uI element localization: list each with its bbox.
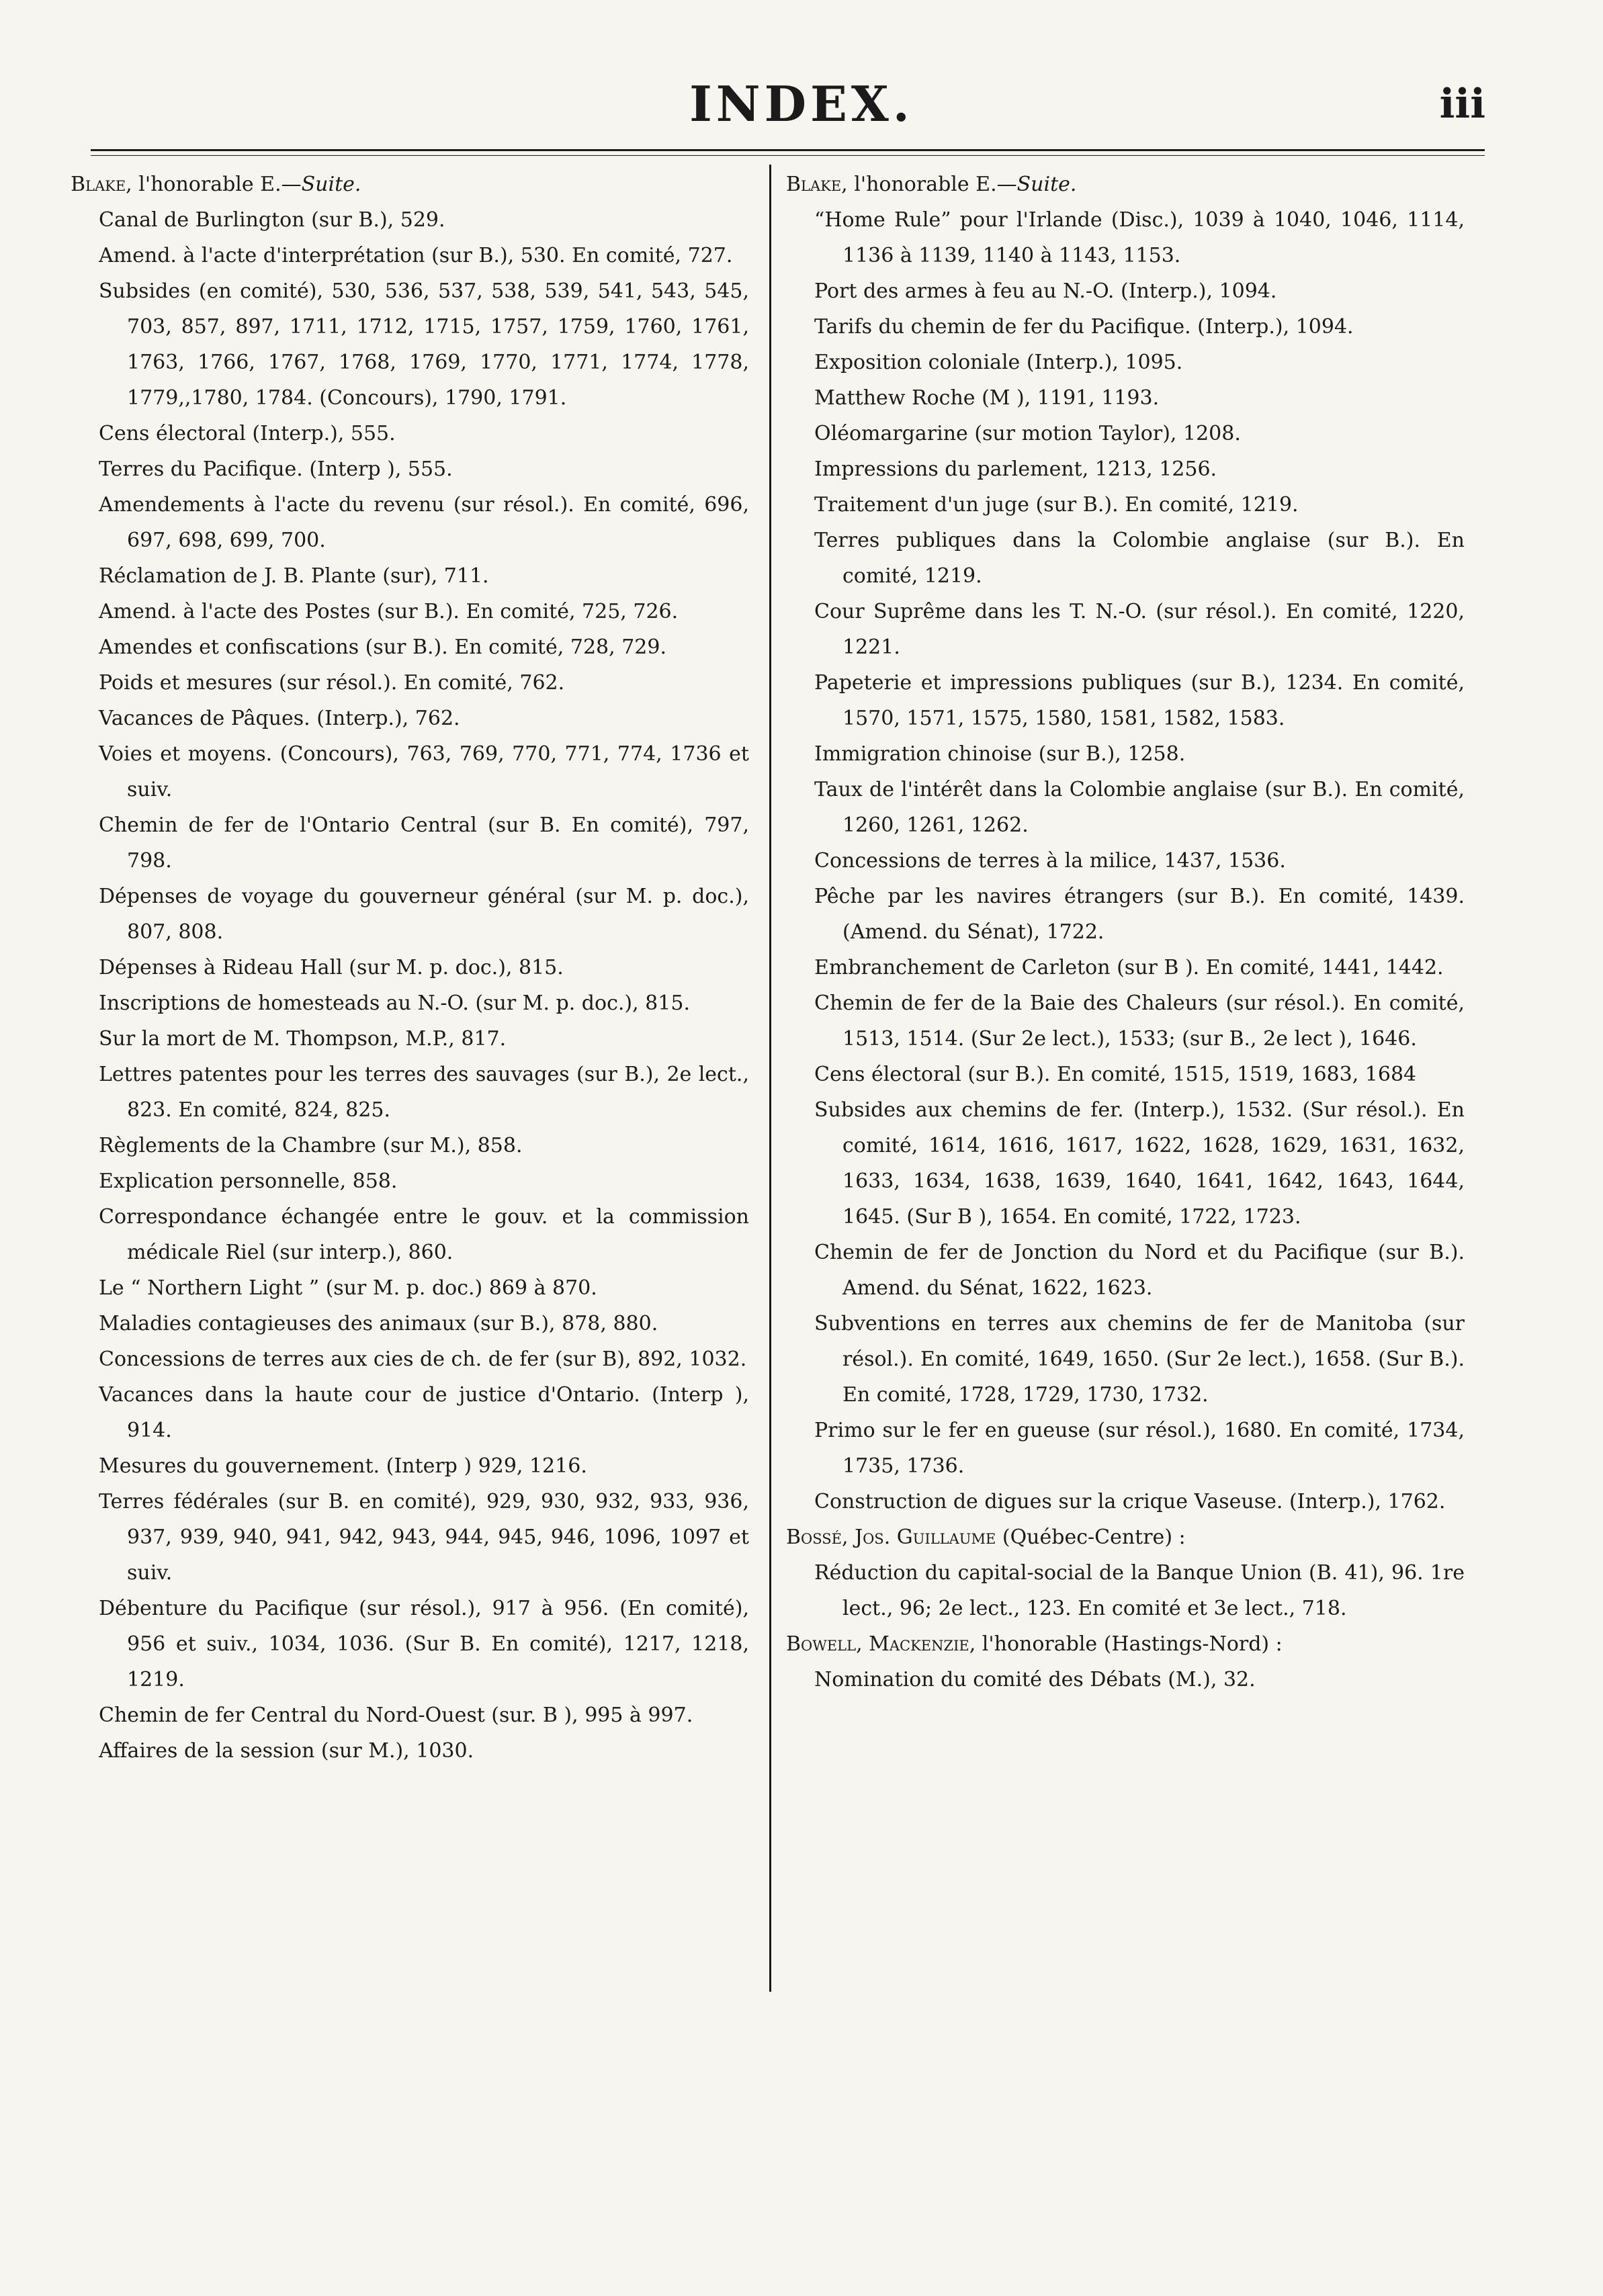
index-entry: Chemin de fer de l'Ontario Central (sur B. En comité), 797, 798. [99, 813, 749, 873]
index-entry: Le “ Northern Light ” (sur M. p. doc.) 869 à 870. [99, 1276, 597, 1300]
index-entry: “Home Rule” pour l'Irlande (Disc.), 1039 à 1040, 1046, 1114, 1136 à 1139, 1140 à 1143, 1153. [814, 208, 1465, 267]
index-entry: Subventions en terres aux chemins de fer de Manitoba (sur résol.). En comité, 1649, 1650. (Sur 2e lect.), 1658. (Sur B.). En comité, 1728, 1729, 1730, 1732. [814, 1312, 1465, 1407]
index-entries [786, 202, 1465, 1519]
index-entry: Papeterie et impressions publiques (sur B.), 1234. En comité, 1570, 1571, 1575, 1580, 1581, 1582, 1583. [814, 671, 1465, 730]
index-entry: Chemin de fer de Jonction du Nord et du Pacifique (sur B.). Amend. du Sénat, 1622, 1623. [814, 1241, 1465, 1300]
index-entry: Pêche par les navires étrangers (sur B.). En comité, 1439. (Amend. du Sénat), 1722. [814, 885, 1465, 944]
index-entry: Traitement d'un juge (sur B.). En comité, 1219. [814, 493, 1299, 517]
index-entry: Chemin de fer de la Baie des Chaleurs (sur résol.). En comité, 1513, 1514. (Sur 2e lect.), 1533; (sur B., 2e lect ), 1646. [814, 991, 1465, 1051]
index-entry: Affaires de la session (sur M.), 1030. [99, 1739, 474, 1763]
index-entry: Tarifs du chemin de fer du Pacifique. (Interp.), 1094. [814, 315, 1354, 339]
index-entry: Cens électoral (Interp.), 555. [99, 422, 396, 445]
index-entry: Vacances dans la haute cour de justice d'Ontario. (Interp ), 914. [99, 1383, 749, 1442]
index-entry: Vacances de Pâques. (Interp.), 762. [99, 707, 460, 730]
index-entry: Impressions du parlement, 1213, 1256. [814, 457, 1217, 481]
index-entry: Amendements à l'acte du revenu (sur résol.). En comité, 696, 697, 698, 699, 700. [99, 493, 749, 552]
index-entry: Cens électoral (sur B.). En comité, 1515, 1519, 1683, 1684 [814, 1063, 1417, 1086]
index-entry: Voies et moyens. (Concours), 763, 769, 770, 771, 774, 1736 et suiv. [99, 742, 749, 801]
index-entry: Mesures du gouvernement. (Interp ) 929, 1216. [99, 1454, 587, 1478]
index-entry: Réduction du capital-social de la Banque Union (B. 41), 96. 1re lect., 96; 2e lect., 123. En comité et 3e lect., 718. [814, 1561, 1465, 1620]
index-entry: Dépenses de voyage du gouverneur général (sur M. p. doc.), 807, 808. [99, 885, 749, 944]
page-number: iii [1439, 81, 1485, 128]
index-entry: Explication personnelle, 858. [99, 1169, 398, 1193]
index-entry: Exposition coloniale (Interp.), 1095. [814, 351, 1183, 374]
index-entry: Terres du Pacifique. (Interp ), 555. [99, 457, 453, 481]
page-title: INDEX. [689, 75, 914, 132]
index-entry: Subsides (en comité), 530, 536, 537, 538, 539, 541, 543, 545, 703, 857, 897, 1711, 1712, 1715, 1757, 1759, 1760, 1761, 1763, 1766, 1767, 1768, 1769, 1770, 1771, 1774, 1778, 1779,,1780, 1784. (Concours), 1790, 1791. [99, 279, 749, 410]
index-entry: Amend. à l'acte d'interprétation (sur B.), 530. En comité, 727. [99, 244, 733, 267]
index-entry: Subsides aux chemins de fer. (Interp.), 1532. (Sur résol.). En comité, 1614, 1616, 1617, 1622, 1628, 1629, 1631, 1632, 1633, 1634, 1638, 1639, 1640, 1641, 1642, 1643, 1644, 1645. (Sur B ), 1654. En comité, 1722, 1723. [814, 1098, 1465, 1229]
index-entry: Chemin de fer Central du Nord-Ouest (sur. B ), 995 à 997. [99, 1704, 693, 1727]
index-entry: Cour Suprême dans les T. N.-O. (sur résol.). En comité, 1220, 1221. [814, 600, 1465, 659]
index-entry: Sur la mort de M. Thompson, M.P., 817. [99, 1027, 507, 1051]
index-entry: Nomination du comité des Débats (M.), 32. [814, 1668, 1256, 1691]
index-entry: Règlements de la Chambre (sur M.), 858. [99, 1134, 523, 1157]
index-entries [786, 1662, 1465, 1697]
index-entry: Débenture du Pacifique (sur résol.), 917 à 956. (En comité), 956 et suiv., 1034, 1036. (Sur B. En comité), 1217, 1218, 1219. [99, 1597, 749, 1691]
left-column [71, 167, 749, 1769]
index-entry: Dépenses à Rideau Hall (sur M. p. doc.), 815. [99, 956, 564, 979]
index-entry: Poids et mesures (sur résol.). En comité, 762. [99, 671, 565, 695]
index-entry: Amendes et confiscations (sur B.). En comité, 728, 729. [99, 635, 666, 659]
index-entry: Inscriptions de homesteads au N.-O. (sur M. p. doc.), 815. [99, 991, 690, 1015]
index-entry: Concessions de terres aux cies de ch. de fer (sur B), 892, 1032. [99, 1348, 747, 1371]
index-entry: Réclamation de J. B. Plante (sur), 711. [99, 564, 489, 588]
index-entry: Primo sur le fer en gueuse (sur résol.), 1680. En comité, 1734, 1735, 1736. [814, 1419, 1465, 1478]
index-entries [786, 1555, 1465, 1626]
index-entry: Immigration chinoise (sur B.), 1258. [814, 742, 1186, 766]
column-divider [769, 165, 771, 1992]
index-entry: Construction de digues sur la crique Vaseuse. (Interp.), 1762. [814, 1490, 1446, 1513]
index-entry: Correspondance échangée entre le gouv. et la commission médicale Riel (sur interp.), 860. [99, 1205, 749, 1264]
index-entry: Concessions de terres à la milice, 1437, 1536. [814, 849, 1286, 873]
index-entry: Matthew Roche (M ), 1191, 1193. [814, 386, 1160, 410]
index-heading: Blake, l'honorable E.—Suite. [786, 173, 1077, 196]
index-entry: Terres fédérales (sur B. en comité), 929, 930, 932, 933, 936, 937, 939, 940, 941, 942, 943, 944, 945, 946, 1096, 1097 et suiv. [99, 1490, 749, 1585]
index-heading: Bossé, Jos. Guillaume (Québec-Centre) : [786, 1526, 1186, 1549]
index-entry: Port des armes à feu au N.-O. (Interp.), 1094. [814, 279, 1277, 303]
index-entry: Embranchement de Carleton (sur B ). En comité, 1441, 1442. [814, 956, 1444, 979]
index-entry: Canal de Burlington (sur B.), 529. [99, 208, 445, 232]
index-entry: Taux de l'intérêt dans la Colombie anglaise (sur B.). En comité, 1260, 1261, 1262. [814, 778, 1465, 837]
index-heading: Bowell, Mackenzie, l'honorable (Hastings-Nord) : [786, 1632, 1283, 1656]
index-entry: Lettres patentes pour les terres des sauvages (sur B.), 2e lect., 823. En comité, 824, 825. [99, 1063, 749, 1122]
index-sections [786, 167, 1465, 1697]
header-rule [91, 149, 1485, 156]
index-entries [71, 202, 749, 1769]
index-entry: Oléomargarine (sur motion Taylor), 1208. [814, 422, 1241, 445]
right-column [786, 167, 1465, 1697]
index-entry: Terres publiques dans la Colombie anglaise (sur B.). En comité, 1219. [814, 529, 1465, 588]
index-entry: Amend. à l'acte des Postes (sur B.). En comité, 725, 726. [99, 600, 679, 623]
index-heading: Blake, l'honorable E.—Suite. [71, 173, 361, 196]
index-entry: Maladies contagieuses des animaux (sur B.), 878, 880. [99, 1312, 658, 1335]
